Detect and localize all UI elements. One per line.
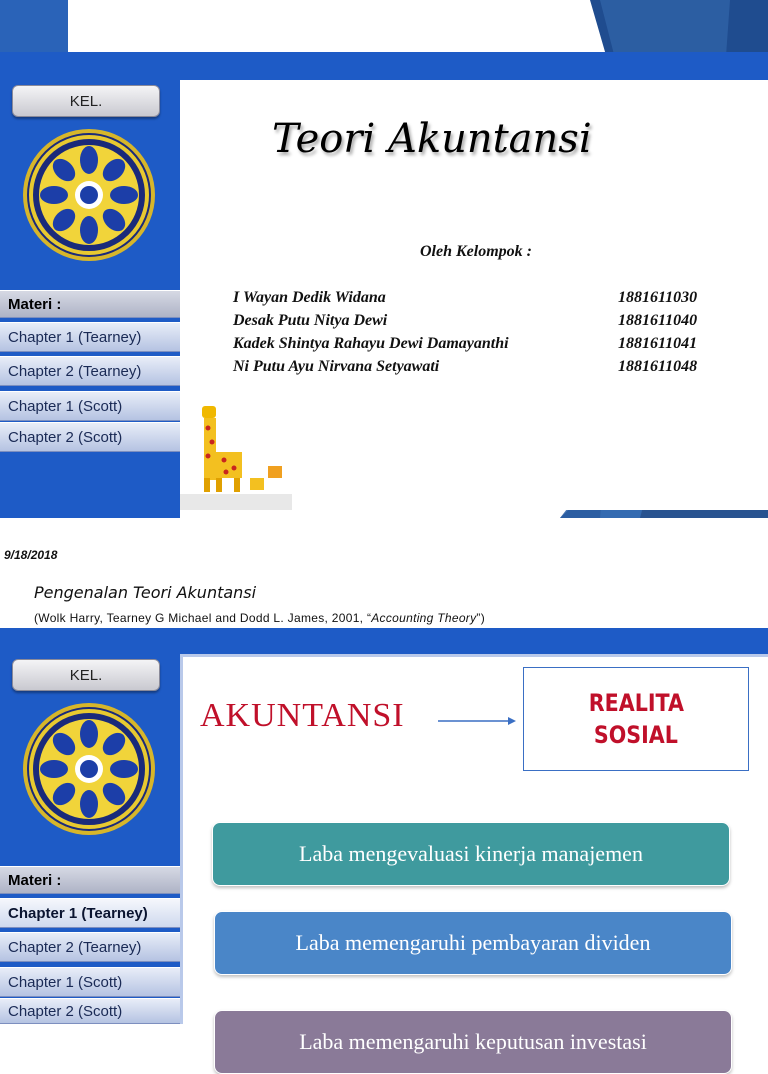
member-name: I Wayan Dedik Widana	[233, 289, 386, 306]
member-nim: 1881611040	[618, 312, 698, 329]
kel-button[interactable]: KEL.	[12, 659, 160, 691]
reference-prefix: (Wolk Harry, Tearney G Michael and Dodd L. James, 2001, “	[34, 611, 372, 625]
university-seal-icon	[22, 702, 156, 836]
slide-1	[0, 0, 768, 518]
menu-header: Materi :	[0, 290, 180, 318]
menu-item-chapter-1-scott[interactable]: Chapter 1 (Scott)	[0, 967, 180, 997]
menu-item-chapter-1-tearney[interactable]: Chapter 1 (Tearney)	[0, 898, 180, 928]
menu-item-chapter-2-scott[interactable]: Chapter 2 (Scott)	[0, 422, 180, 452]
realita-line-2: SOSIAL	[593, 721, 679, 749]
menu-item-chapter-2-tearney[interactable]: Chapter 2 (Tearney)	[0, 356, 180, 386]
member-nim: 1881611048	[618, 358, 698, 375]
group-label: Oleh Kelompok :	[420, 243, 532, 260]
menu-item-chapter-1-tearney[interactable]: Chapter 1 (Tearney)	[0, 322, 180, 352]
slide-2-top-bar	[0, 628, 768, 654]
toy-giraffe-image	[180, 398, 292, 510]
laba-box-investasi: Laba memengaruhi keputusan investasi	[214, 1010, 732, 1074]
slide-date: 9/18/2018	[4, 548, 58, 562]
akuntansi-label: AKUNTANSI	[200, 697, 405, 734]
menu-item-chapter-2-scott[interactable]: Chapter 2 (Scott)	[0, 998, 180, 1024]
arrow-right-icon	[438, 716, 516, 726]
realita-line-1: REALITA	[588, 688, 684, 717]
slide-2-caption-title: Pengenalan Teori Akuntansi	[34, 583, 257, 602]
realita-sosial-box	[523, 667, 749, 771]
reference-book-title: Accounting Theory	[371, 611, 477, 625]
laba-box-dividen: Laba memengaruhi pembayaran dividen	[214, 911, 732, 975]
member-name: Kadek Shintya Rahayu Dewi Damayanthi	[233, 335, 509, 352]
menu-item-chapter-1-scott[interactable]: Chapter 1 (Scott)	[0, 391, 180, 421]
reference-suffix: ”)	[476, 611, 485, 625]
member-name: Desak Putu Nitya Dewi	[233, 312, 388, 329]
member-nim: 1881611041	[618, 335, 698, 352]
slide-1-top-bar	[0, 52, 768, 80]
slide-2	[0, 628, 768, 1054]
university-seal-icon	[22, 128, 156, 262]
member-nim: 1881611030	[618, 289, 698, 306]
kel-button[interactable]: KEL.	[12, 85, 160, 117]
menu-item-chapter-2-tearney[interactable]: Chapter 2 (Tearney)	[0, 932, 180, 962]
laba-box-kinerja: Laba mengevaluasi kinerja manajemen	[212, 822, 730, 886]
slide-2-reference	[34, 611, 485, 625]
slide-title: Teori Akuntansi	[272, 116, 592, 162]
member-name: Ni Putu Ayu Nirvana Setyawati	[233, 358, 440, 375]
menu-header: Materi :	[0, 866, 180, 894]
